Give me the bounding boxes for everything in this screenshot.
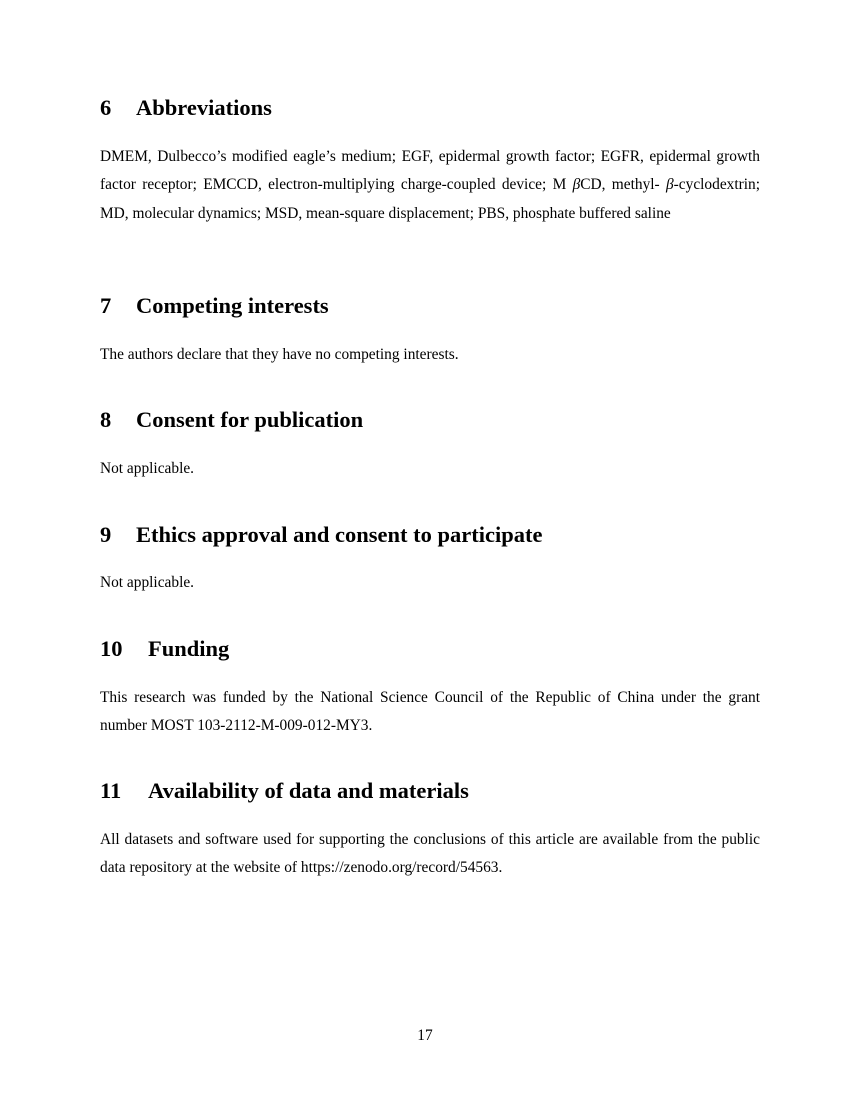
abbreviations-text-part: CD, methyl-: [580, 176, 666, 194]
section-body: [100, 143, 760, 228]
section-heading: [100, 522, 760, 548]
section-abbreviations: [100, 95, 760, 228]
section-heading: [100, 636, 760, 662]
section-number: 6: [100, 95, 112, 120]
section-body: [100, 341, 760, 369]
ethics-approval-text: Not applicable.: [100, 574, 195, 591]
funding-text: This research was funded by the National Science Council of the Republic of China under the grant number MOST 103-2112-M-009-012-MY3.: [100, 689, 760, 735]
abbreviations-text-part: -cyclodextrin; MD, molecular dynamics; MSD, mean-square displacement; PBS, phosphate buffered saline: [100, 176, 760, 222]
section-body: [100, 826, 760, 883]
section-heading: [100, 407, 760, 433]
section-heading: [100, 95, 760, 121]
section-funding: [100, 636, 760, 741]
section-heading: [100, 293, 760, 319]
section-title: Abbreviations: [136, 95, 272, 120]
section-heading: [100, 778, 760, 804]
section-availability: [100, 778, 760, 883]
section-title: Availability of data and materials: [148, 778, 469, 803]
section-number: 8: [100, 407, 112, 432]
abbreviations-text: [100, 143, 760, 228]
beta-symbol: β: [572, 176, 581, 194]
section-number: 11: [100, 778, 122, 803]
section-title: Funding: [148, 636, 230, 661]
section-body: [100, 455, 760, 483]
page-number: 17: [417, 1027, 433, 1044]
section-title: Competing interests: [136, 293, 329, 318]
beta-symbol: β: [666, 176, 674, 194]
section-number: 7: [100, 293, 112, 318]
section-body: [100, 569, 760, 597]
competing-interests-text: The authors declare that they have no competing interests.: [100, 346, 459, 363]
abbreviations-text-part: DMEM, Dulbecco’s modified eagle’s medium; EGF, epidermal growth factor; EGFR, epidermal growth factor receptor; EMCCD, electron-multiplying charge-coupled device; M: [100, 148, 760, 194]
consent-publication-text: Not applicable.: [100, 460, 195, 477]
section-body: [100, 684, 760, 741]
section-title: Ethics approval and consent to participate: [136, 522, 543, 547]
section-number: 9: [100, 522, 112, 547]
section-competing-interests: [100, 293, 760, 369]
section-number: 10: [100, 636, 123, 661]
section-ethics-approval: [100, 522, 760, 597]
section-consent-publication: [100, 407, 760, 483]
availability-text: All datasets and software used for supporting the conclusions of this article are available from the public data repository at the website of https://zenodo.org/record/54563.: [100, 831, 760, 877]
section-title: Consent for publication: [136, 407, 364, 432]
